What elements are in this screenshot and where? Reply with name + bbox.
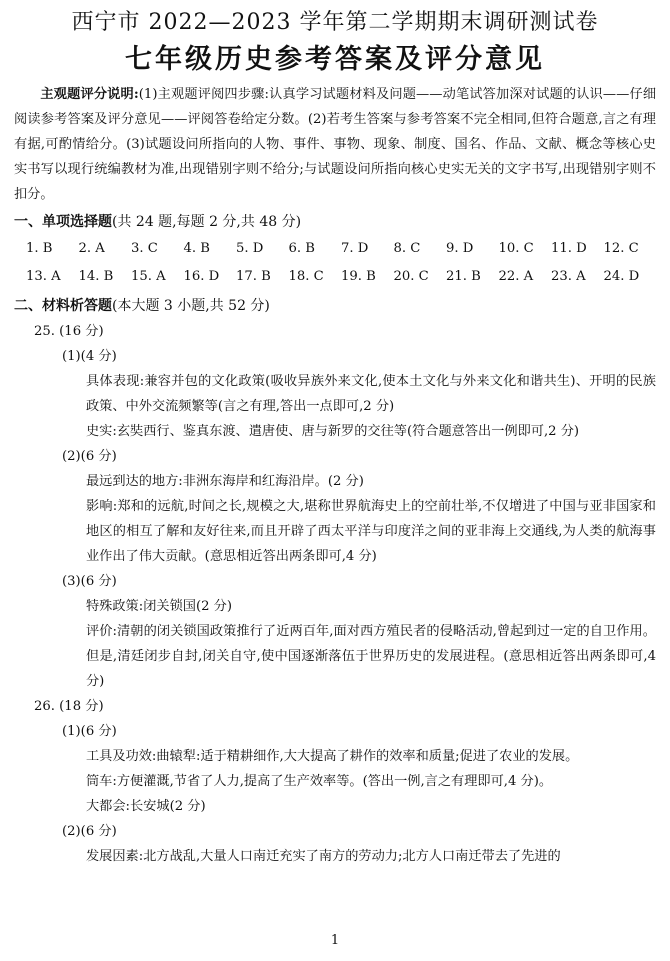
scoring-intro — [14, 82, 656, 207]
answer-item: 23. A — [551, 269, 586, 284]
question-25-part-1-answer-b: 史实:玄奘西行、鉴真东渡、遣唐使、唐与新罗的交往等(符合题意答出一例即可,2 分) — [86, 424, 580, 439]
question-26-part-1-heading: (1)(6 分) — [62, 724, 117, 739]
question-26-part-1-answer-c: 大都会:长安城(2 分) — [86, 799, 206, 814]
question-25-part-3-heading: (3)(6 分) — [62, 574, 117, 589]
answer-grid — [14, 235, 656, 291]
question-25-part-2-heading: (2)(6 分) — [62, 449, 117, 464]
question-25-part-3-answer-a: 特殊政策:闭关锁国(2 分) — [86, 599, 233, 614]
section-2-title: 二、材料析答题 — [14, 298, 112, 314]
answer-item: 4. B — [183, 241, 210, 256]
question-26-part-2-heading: (2)(6 分) — [62, 824, 117, 839]
intro-text: (1)主观题评阅四步骤:认真学习试题材料及问题——动笔试答加深对试题的认识——仔细阅读参考答案及评分意见——评阅答卷给定分数。(2)若考生答案与参考答案不完全相同,但符合题意,言之有理有据,可酌情给分。(3)试题设问所指向的人物、事件、事物、现象、制度、国名、作品、文献、概念等核心史实书写以现行统编教材为准,出现错别字则不给分;与试题设问所指向核心史实无关的文字书写,出现错别字则不扣分。 — [14, 87, 657, 202]
question-26-part-1-answer-b: 筒车:方便灌溉,节省了人力,提高了生产效率等。(答出一例,言之有理即可,4 分)。 — [86, 774, 553, 789]
answer-item: 22. A — [498, 269, 534, 284]
question-26-part-1-answer-a: 工具及功效:曲辕犁:适于精耕细作,大大提高了耕作的效率和质量;促进了农业的发展。 — [86, 749, 579, 764]
answer-item: 21. B — [446, 269, 481, 284]
question-26-heading: 26. (18 分) — [34, 699, 104, 714]
answer-item: 1. B — [26, 241, 53, 256]
answer-item: 7. D — [341, 241, 369, 256]
answer-item: 17. B — [236, 269, 271, 284]
section-2-heading — [14, 293, 656, 319]
answer-item: 2. A — [78, 241, 105, 256]
answer-item: 20. C — [393, 269, 429, 284]
answer-item: 24. D — [603, 269, 640, 284]
answer-item: 5. D — [236, 241, 264, 256]
intro-label: 主观题评分说明: — [40, 87, 139, 102]
question-25-part-2-answer-b: 影响:郑和的远航,时间之长,规模之大,堪称世界航海史上的空前壮举,不仅增进了中国与亚非国家和地区的相互了解和友好往来,而且开辟了西太平洋与印度洋之间的亚非海上交通线,为人类的航海事业作出了伟大贡献。(意思相近答出两条即可,4 分) — [86, 499, 656, 564]
answer-item: 9. D — [446, 241, 474, 256]
question-25-part-2-answer-a: 最远到达的地方:非洲东海岸和红海沿岸。(2 分) — [86, 474, 364, 489]
answer-item: 3. C — [131, 241, 158, 256]
section-1-note: (共 24 题,每题 2 分,共 48 分) — [112, 214, 302, 230]
answer-item: 8. C — [393, 241, 421, 256]
answer-item: 10. C — [498, 241, 534, 256]
question-25-part-1-answer-a: 具体表现:兼容并包的文化政策(吸收异族外来文化,使本土文化与外来文化和谐共生)、开明的民族政策、中外交流频繁等(言之有理,答出一点即可,2 分) — [86, 374, 656, 414]
page-number: 1 — [330, 933, 340, 948]
answer-item: 6. B — [288, 241, 315, 256]
answer-item: 11. D — [551, 241, 587, 256]
question-26-part-2-answer-a: 发展因素:北方战乱,大量人口南迁充实了南方的劳动力;北方人口南迁带去了先进的 — [86, 849, 561, 864]
question-25-part-1-heading: (1)(4 分) — [62, 349, 117, 364]
answer-item: 16. D — [183, 269, 220, 284]
section-2-note: (本大题 3 小题,共 52 分) — [112, 298, 270, 314]
section-1-title: 一、单项选择题 — [14, 214, 112, 230]
answer-item: 19. B — [341, 269, 376, 284]
answer-item: 14. B — [78, 269, 114, 284]
question-25-part-3-answer-b: 评价:清朝的闭关锁国政策推行了近两百年,面对西方殖民者的侵略活动,曾起到过一定的自卫作用。但是,清廷闭步自封,闭关自守,使中国逐渐落伍于世界历史的发展进程。(意思相近答出两条即可,4 分) — [86, 624, 656, 689]
answer-item: 12. C — [603, 241, 639, 256]
section-1-heading — [14, 209, 656, 235]
document-title: 西宁市 2022—2023 学年第二学期期末调研测试卷 — [71, 10, 599, 35]
answer-item: 15. A — [131, 269, 166, 284]
document-subtitle: 七年级历史参考答案及评分意见 — [125, 44, 545, 75]
question-25-heading: 25. (16 分) — [34, 324, 104, 339]
answer-item: 13. A — [26, 269, 61, 284]
answer-item: 18. C — [288, 269, 324, 284]
